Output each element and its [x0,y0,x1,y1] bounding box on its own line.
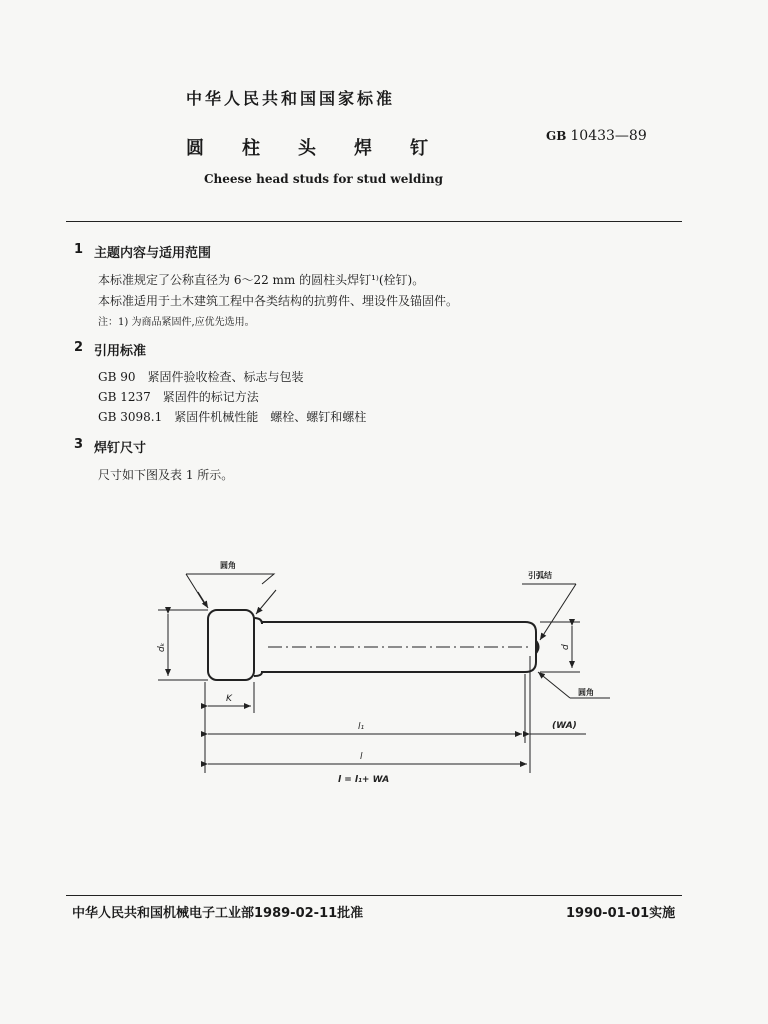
standard-prefix: GB [546,129,567,143]
section-3-para: 尺寸如下图及表 1 所示。 [98,468,234,482]
standard-code: 10433—89 [570,128,647,144]
section-3-number: 3 [74,437,84,452]
round-leader-bottom-arrow [538,672,570,698]
label-d: d [561,644,571,650]
label-l: l [360,752,363,762]
header-rule [66,221,682,222]
footer-rule [66,895,682,896]
label-dk: dₖ [157,642,167,652]
section-2-title: 引用标准 [94,344,147,359]
round-leader-arrow-top-left [198,592,208,608]
stud-dimension-figure [140,548,630,798]
standard-number [546,128,647,144]
stud-head [208,610,254,680]
arc-leader-arrow [540,584,576,640]
round-leader-top [186,574,274,606]
reference-item: GB 90 紧固件验收检查、标志与包装 [98,370,304,384]
reference-item: GB 3098.1 紧固件机械性能 螺栓、螺钉和螺柱 [98,410,367,424]
label-k: K [226,694,232,704]
section-1-title: 主题内容与适用范围 [94,246,212,261]
round-leader-arrow-top-right [256,590,276,614]
formula: l = l₁+ WA [338,775,390,785]
standard-title: 中华人民共和国国家标准 [186,89,396,108]
section-1-note: 注：1) 为商品紧固件,应优先选用。 [98,317,255,328]
footer-approval: 中华人民共和国机械电子工业部1989-02-11批准 [72,906,364,921]
document-title-en: Cheese head studs for stud welding [204,172,444,186]
arc-nub [536,640,539,654]
section-1-para-2: 本标准适用于土木建筑工程中各类结构的抗剪件、埋设件及锚固件。 [98,294,459,308]
reference-item: GB 1237 紧固件的标记方法 [98,390,259,404]
section-1-number: 1 [74,242,84,257]
section-1-para-1: 本标准规定了公称直径为 6～22 mm 的圆柱头焊钉¹⁾(栓钉)。 [98,273,425,287]
label-l1: l₁ [358,722,365,732]
label-round-right: 圆角 [578,688,594,697]
section-2-number: 2 [74,340,84,355]
footer-effective-date: 1990-01-01实施 [566,906,676,921]
label-wa: (WA) [552,721,577,731]
label-round-top: 圆角 [220,561,236,570]
document-title-cn: 圆柱头焊钉 [186,138,466,159]
section-3-title: 焊钉尺寸 [94,441,147,456]
label-arc-knot: 引弧结 [528,571,552,580]
